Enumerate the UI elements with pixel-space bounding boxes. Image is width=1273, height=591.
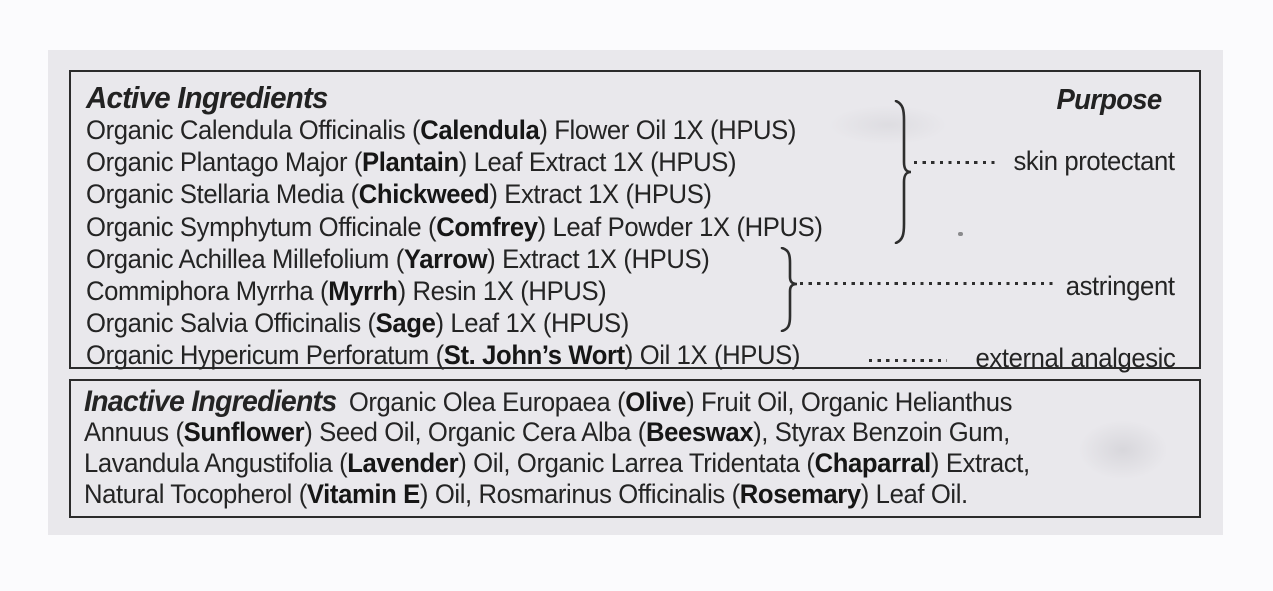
inactive-line-2: Annuus (Sunflower) Seed Oil, Organic Cera Alba (Beeswax), Styrax Benzoin Gum, <box>84 417 1010 447</box>
ingredient-line-calendula: Organic Calendula Officinalis (Calendula) Flower Oil 1X (HPUS) <box>86 115 797 145</box>
astringent-brace-icon <box>780 247 798 332</box>
photo-artifact-smudge <box>1078 420 1168 480</box>
purpose-external-analgesic: external analgesic <box>975 343 1175 373</box>
photo-artifact-speck <box>958 232 963 236</box>
purpose-skin-protectant: skin protectant <box>1013 146 1175 176</box>
inactive-line-3: Lavandula Angustifolia (Lavender) Oil, Organic Larrea Tridentata (Chaparral) Extract, <box>84 448 1030 478</box>
ingredient-line-st-johns-wort: Organic Hypericum Perforatum (St. John’s Wort) Oil 1X (HPUS) <box>86 340 801 371</box>
purpose-astringent: astringent <box>1066 271 1175 301</box>
photo-artifact-smudge <box>828 105 948 145</box>
inactive-line-4: Natural Tocopherol (Vitamin E) Oil, Rosmarinus Officinalis (Rosemary) Leaf Oil. <box>84 479 968 509</box>
dotted-leader-external-analgesic <box>869 359 947 362</box>
ingredient-line-yarrow: Organic Achillea Millefolium (Yarrow) Extract 1X (HPUS) <box>86 243 710 274</box>
ingredient-line-sage: Organic Salvia Officinalis (Sage) Leaf 1X (HPUS) <box>86 308 629 339</box>
ingredient-line-chickweed: Organic Stellaria Media (Chickweed) Extract 1X (HPUS) <box>86 179 712 210</box>
dotted-leader-astringent <box>800 282 1054 285</box>
ingredient-line-myrrh: Commiphora Myrrha (Myrrh) Resin 1X (HPUS) <box>86 275 607 306</box>
active-ingredients-title: Active Ingredients <box>86 80 328 115</box>
inactive-ingredients-box <box>69 379 1201 518</box>
label-photo <box>48 50 1223 535</box>
ingredient-line-plantain: Organic Plantago Major (Plantain) Leaf Extract 1X (HPUS) <box>86 147 737 178</box>
inactive-ingredient-list <box>84 386 1195 510</box>
inactive-line-1: Inactive Ingredients Organic Olea Europaea (Olive) Fruit Oil, Organic Helianthus <box>84 385 1013 418</box>
dotted-leader-skin-protectant <box>914 161 1000 164</box>
inactive-ingredients-title: Inactive Ingredients <box>84 385 337 418</box>
purpose-column-title: Purpose <box>1056 84 1161 116</box>
active-ingredients-box <box>69 70 1201 373</box>
ingredient-line-comfrey: Organic Symphytum Officinale (Comfrey) Leaf Powder 1X (HPUS) <box>86 211 823 242</box>
active-ingredient-list <box>86 114 861 372</box>
